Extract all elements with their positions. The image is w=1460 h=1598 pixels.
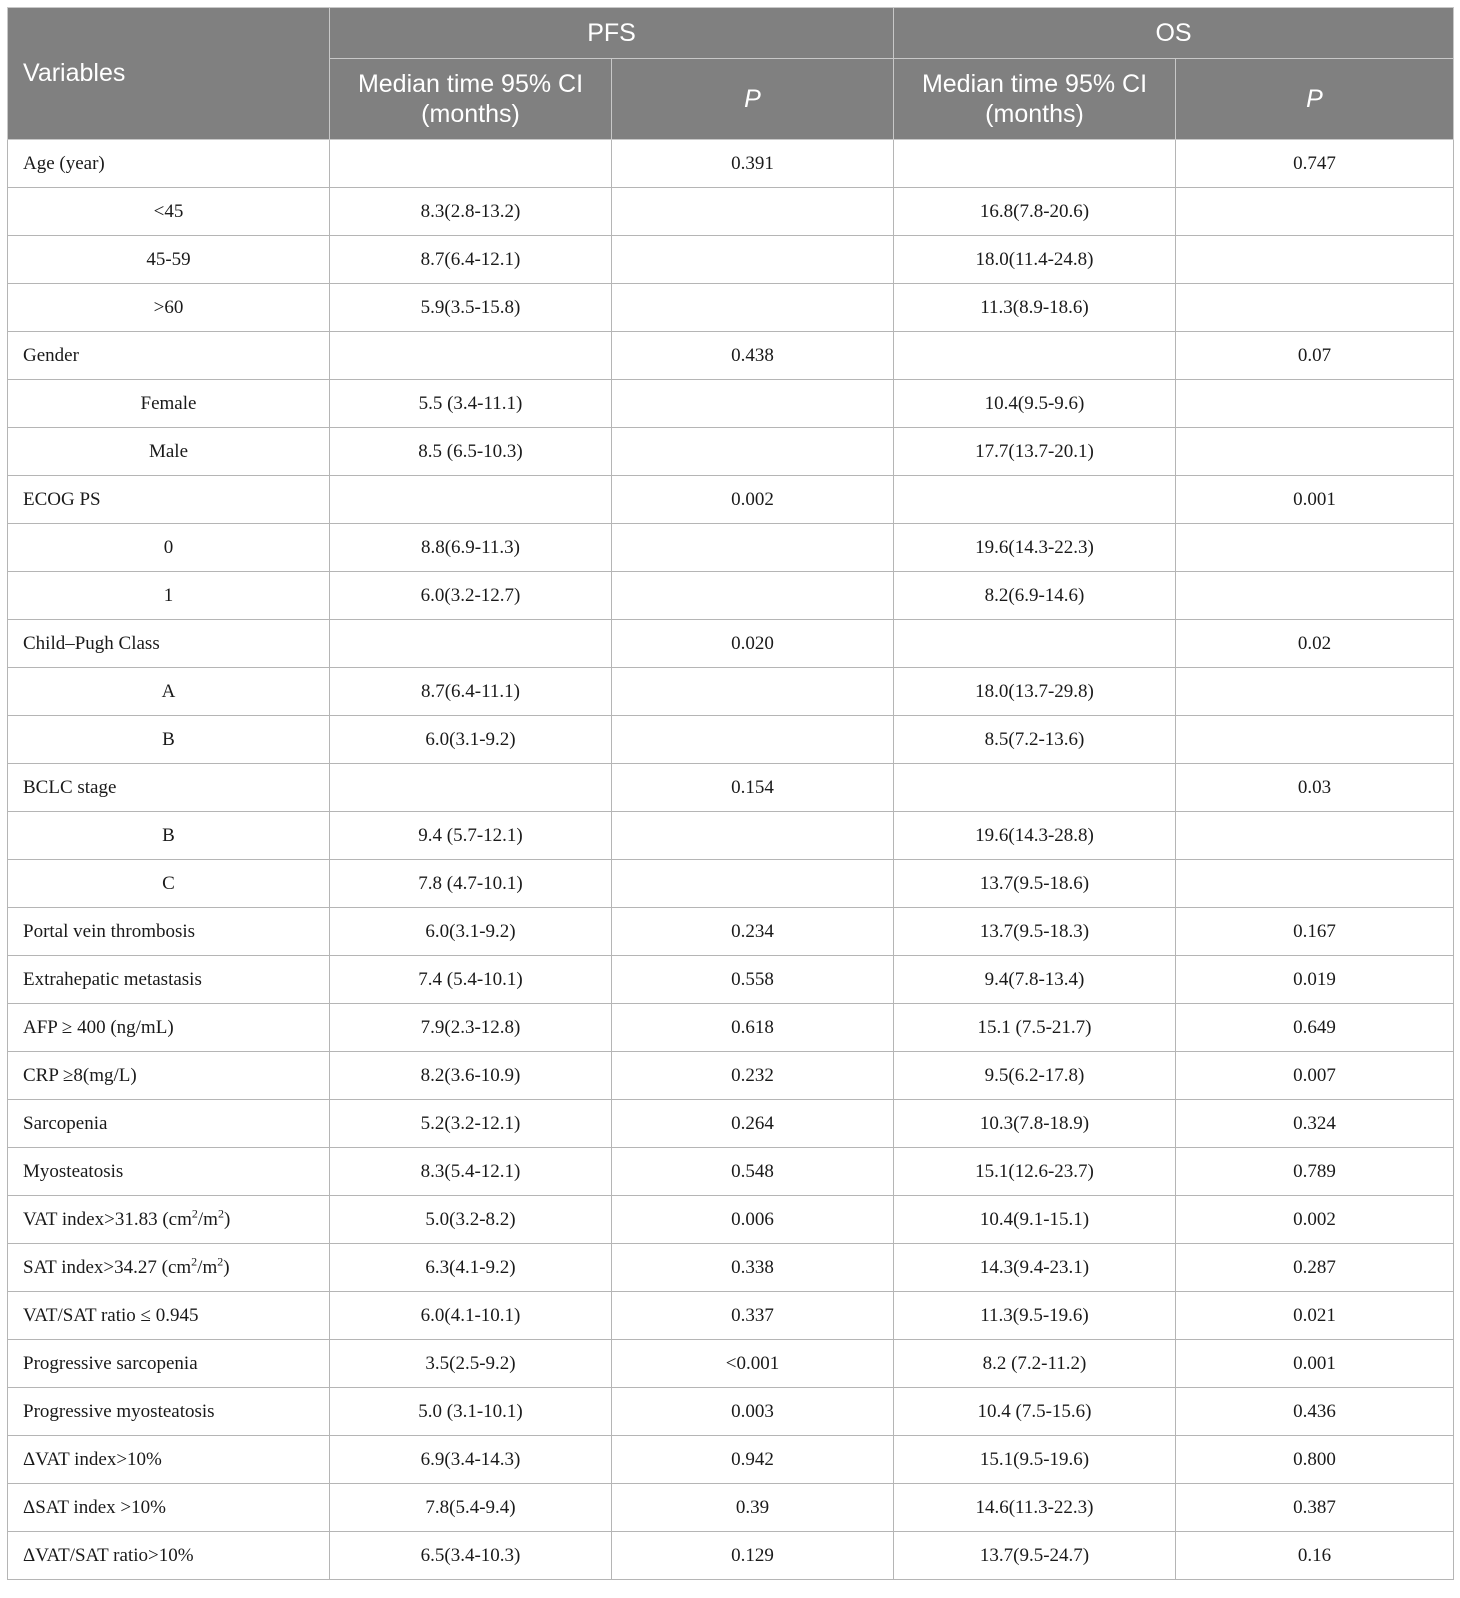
table-row [8,476,1454,524]
table-row [8,1196,1454,1244]
cell-os-p: 0.287 [1176,1244,1454,1292]
cell-os-p: 0.001 [1176,476,1454,524]
cell-pfs-median: 7.8 (4.7-10.1) [330,860,612,908]
cell-pfs-median: 8.3(5.4-12.1) [330,1148,612,1196]
table-row [8,1100,1454,1148]
cell-variable: ΔVAT index>10% [8,1436,330,1484]
cell-pfs-p: 0.154 [612,764,894,812]
table-row [8,524,1454,572]
table-row [8,1532,1454,1580]
cell-pfs-p: 0.942 [612,1436,894,1484]
cell-os-median: 18.0(11.4-24.8) [894,236,1176,284]
cell-variable: Sarcopenia [8,1100,330,1148]
cell-os-median: 10.4(9.1-15.1) [894,1196,1176,1244]
cell-variable: Male [8,428,330,476]
table-row [8,572,1454,620]
table-row [8,1484,1454,1532]
cell-pfs-median [330,140,612,188]
table-row [8,188,1454,236]
table-row [8,140,1454,188]
cell-os-p: 0.789 [1176,1148,1454,1196]
cell-pfs-p: 0.020 [612,620,894,668]
cell-pfs-median: 6.0(3.2-12.7) [330,572,612,620]
table-row [8,284,1454,332]
cell-os-p: 0.387 [1176,1484,1454,1532]
cell-os-median [894,620,1176,668]
cell-os-p: 0.007 [1176,1052,1454,1100]
cell-pfs-p [612,188,894,236]
cell-os-median: 14.3(9.4-23.1) [894,1244,1176,1292]
cell-pfs-p [612,236,894,284]
cell-os-p [1176,380,1454,428]
cell-os-median: 8.2(6.9-14.6) [894,572,1176,620]
cell-os-median: 16.8(7.8-20.6) [894,188,1176,236]
cell-os-p [1176,860,1454,908]
table-row [8,860,1454,908]
table-row [8,428,1454,476]
cell-os-p: 0.167 [1176,908,1454,956]
header-variables: Variables [8,8,330,140]
cell-variable: >60 [8,284,330,332]
cell-pfs-median: 5.0 (3.1-10.1) [330,1388,612,1436]
cell-variable: Progressive sarcopenia [8,1340,330,1388]
cell-os-median: 14.6(11.3-22.3) [894,1484,1176,1532]
cell-pfs-median: 5.9(3.5-15.8) [330,284,612,332]
cell-os-p [1176,236,1454,284]
cell-variable: A [8,668,330,716]
table-header [8,8,1454,140]
cell-os-median: 13.7(9.5-18.3) [894,908,1176,956]
cell-pfs-median: 7.8(5.4-9.4) [330,1484,612,1532]
table-row [8,1148,1454,1196]
cell-pfs-p: 0.39 [612,1484,894,1532]
cell-variable: VAT/SAT ratio ≤ 0.945 [8,1292,330,1340]
cell-variable: Progressive myosteatosis [8,1388,330,1436]
cell-variable: 0 [8,524,330,572]
cell-pfs-p [612,524,894,572]
cell-pfs-median [330,332,612,380]
cell-os-median: 18.0(13.7-29.8) [894,668,1176,716]
cell-os-median: 11.3(9.5-19.6) [894,1292,1176,1340]
cell-pfs-median: 6.0(3.1-9.2) [330,908,612,956]
cell-os-median: 13.7(9.5-18.6) [894,860,1176,908]
cell-os-p: 0.649 [1176,1004,1454,1052]
superscript-two: 2 [191,1254,198,1269]
table-row [8,332,1454,380]
cell-pfs-p [612,380,894,428]
cell-variable: CRP ≥8(mg/L) [8,1052,330,1100]
cell-os-median: 10.4 (7.5-15.6) [894,1388,1176,1436]
cell-pfs-p: 0.337 [612,1292,894,1340]
cell-os-median [894,332,1176,380]
header-pfs-median: Median time 95% CI (months) [330,59,612,140]
cell-variable: ΔVAT/SAT ratio>10% [8,1532,330,1580]
cell-pfs-p: 0.232 [612,1052,894,1100]
cell-os-p: 0.07 [1176,332,1454,380]
cell-variable: Portal vein thrombosis [8,908,330,956]
cell-pfs-p [612,668,894,716]
cell-pfs-p: 0.618 [612,1004,894,1052]
table-row [8,1436,1454,1484]
cell-os-median: 10.3(7.8-18.9) [894,1100,1176,1148]
superscript-two: 2 [217,1206,224,1221]
table-row [8,812,1454,860]
cell-variable: Age (year) [8,140,330,188]
cell-os-median: 9.4(7.8-13.4) [894,956,1176,1004]
header-os-median: Median time 95% CI (months) [894,59,1176,140]
cell-os-p [1176,668,1454,716]
cell-os-p: 0.002 [1176,1196,1454,1244]
cell-variable: 1 [8,572,330,620]
cell-os-median: 15.1(12.6-23.7) [894,1148,1176,1196]
table-row [8,236,1454,284]
cell-pfs-median: 8.5 (6.5-10.3) [330,428,612,476]
cell-os-median: 9.5(6.2-17.8) [894,1052,1176,1100]
cell-pfs-median: 8.2(3.6-10.9) [330,1052,612,1100]
cell-os-p: 0.001 [1176,1340,1454,1388]
table-body [8,140,1454,1580]
table-row [8,716,1454,764]
cell-os-p: 0.021 [1176,1292,1454,1340]
cell-pfs-p [612,860,894,908]
cell-os-median: 19.6(14.3-28.8) [894,812,1176,860]
table-row [8,1244,1454,1292]
cell-pfs-p: 0.264 [612,1100,894,1148]
cell-os-median: 15.1(9.5-19.6) [894,1436,1176,1484]
cell-os-p: 0.019 [1176,956,1454,1004]
header-pfs: PFS [330,8,894,59]
superscript-two: 2 [191,1206,198,1221]
cell-os-p: 0.02 [1176,620,1454,668]
cell-pfs-p: 0.338 [612,1244,894,1292]
header-pfs-p: P [612,59,894,140]
cell-variable: BCLC stage [8,764,330,812]
cell-os-p: 0.747 [1176,140,1454,188]
header-os: OS [894,8,1454,59]
cell-variable: AFP ≥ 400 (ng/mL) [8,1004,330,1052]
cell-os-median: 13.7(9.5-24.7) [894,1532,1176,1580]
cell-pfs-p [612,428,894,476]
cell-pfs-median: 5.5 (3.4-11.1) [330,380,612,428]
cell-os-p [1176,428,1454,476]
table-row [8,908,1454,956]
cell-pfs-median: 8.8(6.9-11.3) [330,524,612,572]
cell-variable: VAT index>31.83 $(cm^2/m^2)$ [8,1196,330,1244]
cell-os-p [1176,812,1454,860]
cell-pfs-p: 0.129 [612,1532,894,1580]
cell-pfs-median: 6.3(4.1-9.2) [330,1244,612,1292]
cell-os-p [1176,716,1454,764]
cell-variable: 45-59 [8,236,330,284]
table-row [8,764,1454,812]
cell-pfs-median: 6.0(4.1-10.1) [330,1292,612,1340]
cell-pfs-p: <0.001 [612,1340,894,1388]
cell-variable: C [8,860,330,908]
cell-os-median: 15.1 (7.5-21.7) [894,1004,1176,1052]
table-row [8,1004,1454,1052]
cell-os-median: 19.6(14.3-22.3) [894,524,1176,572]
table-row [8,620,1454,668]
cell-pfs-median: 8.7(6.4-11.1) [330,668,612,716]
cell-os-p [1176,284,1454,332]
cell-pfs-p: 0.234 [612,908,894,956]
cell-os-p: 0.16 [1176,1532,1454,1580]
cell-pfs-p [612,284,894,332]
cell-os-median [894,476,1176,524]
survival-table-container [7,7,1453,1580]
cell-pfs-median: 3.5(2.5-9.2) [330,1340,612,1388]
cell-variable: Female [8,380,330,428]
cell-pfs-p [612,812,894,860]
cell-os-p [1176,572,1454,620]
cell-os-p [1176,524,1454,572]
cell-os-p: 0.436 [1176,1388,1454,1436]
cell-pfs-p [612,572,894,620]
cell-os-p: 0.800 [1176,1436,1454,1484]
cell-variable: B [8,812,330,860]
survival-analysis-table [7,7,1454,1580]
table-row [8,1388,1454,1436]
cell-pfs-median: 6.5(3.4-10.3) [330,1532,612,1580]
table-row [8,1340,1454,1388]
cell-pfs-p: 0.002 [612,476,894,524]
cell-os-p: 0.03 [1176,764,1454,812]
cell-pfs-p: 0.558 [612,956,894,1004]
cell-variable: <45 [8,188,330,236]
cell-os-median: 8.5(7.2-13.6) [894,716,1176,764]
cell-pfs-p: 0.391 [612,140,894,188]
cell-pfs-median: 5.0(3.2-8.2) [330,1196,612,1244]
cell-os-median: 11.3(8.9-18.6) [894,284,1176,332]
cell-pfs-median: 6.0(3.1-9.2) [330,716,612,764]
cell-pfs-median: 5.2(3.2-12.1) [330,1100,612,1148]
cell-variable: Gender [8,332,330,380]
cell-variable: ECOG PS [8,476,330,524]
table-row [8,1292,1454,1340]
cell-pfs-median [330,620,612,668]
cell-pfs-median: 7.4 (5.4-10.1) [330,956,612,1004]
cell-pfs-p: 0.006 [612,1196,894,1244]
cell-variable: SAT index>34.27 $(cm^2/m^2)$ [8,1244,330,1292]
cell-os-median [894,140,1176,188]
cell-variable: Child–Pugh Class [8,620,330,668]
cell-os-p: 0.324 [1176,1100,1454,1148]
cell-variable: Myosteatosis [8,1148,330,1196]
cell-pfs-median: 6.9(3.4-14.3) [330,1436,612,1484]
table-row [8,380,1454,428]
cell-variable: Extrahepatic metastasis [8,956,330,1004]
cell-pfs-p: 0.003 [612,1388,894,1436]
table-row [8,1052,1454,1100]
cell-pfs-p [612,716,894,764]
cell-variable: ΔSAT index >10% [8,1484,330,1532]
cell-pfs-p: 0.548 [612,1148,894,1196]
cell-pfs-median: 7.9(2.3-12.8) [330,1004,612,1052]
superscript-two: 2 [217,1254,224,1269]
cell-pfs-p: 0.438 [612,332,894,380]
cell-pfs-median [330,476,612,524]
cell-os-median [894,764,1176,812]
cell-pfs-median: 8.7(6.4-12.1) [330,236,612,284]
cell-os-median: 17.7(13.7-20.1) [894,428,1176,476]
cell-pfs-median [330,764,612,812]
cell-os-median: 10.4(9.5-9.6) [894,380,1176,428]
cell-os-median: 8.2 (7.2-11.2) [894,1340,1176,1388]
header-os-p: P [1176,59,1454,140]
cell-pfs-median: 8.3(2.8-13.2) [330,188,612,236]
cell-os-p [1176,188,1454,236]
cell-variable: B [8,716,330,764]
table-row [8,956,1454,1004]
cell-pfs-median: 9.4 (5.7-12.1) [330,812,612,860]
table-row [8,668,1454,716]
